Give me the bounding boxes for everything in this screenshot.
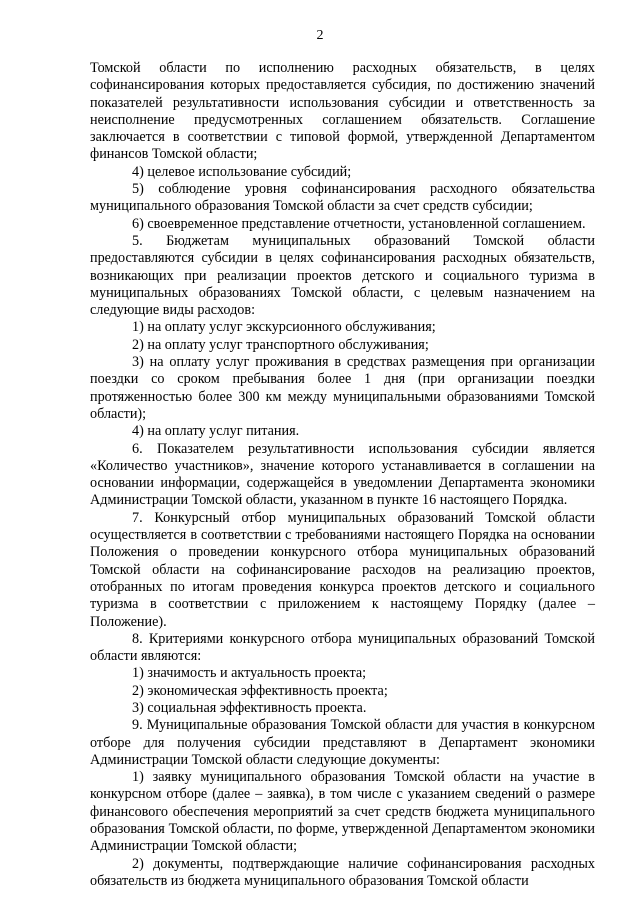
paragraph-1: Томской области по исполнению расходных обязательств, в целях софинансирования которых предоставляется субсидия, по достижению значений показателей результативности использования субсидии и ответственность за неисполнение предусмотренных соглашением обязательств. Соглашение заключается в соответствии с типовой формой, утвержденной Департаментом финансов Томской области; [90, 60, 595, 163]
paragraph-11: 7. Конкурсный отбор муниципальных образований Томской области осуществляется в соответствии с требованиями настоящего Порядка на основании Положения о проведении конкурсного отбора муниципальных образований Томской области на софинансирование расходов на реализацию проектов, отобранных по итогам проведения конкурса проектов детского и социального туризма в соответствии с приложением к настоящему Порядку (далее – Положение). [90, 509, 595, 630]
paragraph-10: 6. Показателем результативности использования субсидии является «Количество участников», значение которого устанавливается в соглашении на основании информации, содержащейся в уведомлении Департамента экономики Администрации Томской области, указанном в пункте 16 настоящего Порядка. [90, 440, 595, 509]
paragraph-5: 5. Бюджетам муниципальных образований Томской области предоставляются субсидии в целях софинансирования расходных обязательств, возникающих при реализации проектов детского и социального туризма в муниципальных образованиях Томской области, с целевым назначением на следующие виды расходов: [90, 232, 595, 319]
paragraph-3: 5) соблюдение уровня софинансирования расходного обязательства муниципального образования Томской области за счет средств субсидии; [90, 181, 595, 215]
paragraph-17: 1) заявку муниципального образования Томской области на участие в конкурсном отборе (далее – заявка), в том числе с указанием сведений о размере финансового обеспечения мероприятий за счет средств бюджета муниципального образования Томской области, по форме, утвержденной Департаментом экономики Администрации Томской области; [90, 769, 595, 855]
paragraph-7: 2) на оплату услуг транспортного обслуживания; [132, 336, 429, 353]
paragraph-9: 4) на оплату услуг питания. [132, 423, 300, 440]
paragraph-4: 6) своевременное представление отчетности, установленной соглашением. [132, 215, 586, 232]
paragraph-18: 2) документы, подтверждающие наличие софинансирования расходных обязательств из бюджета муниципального образования Томской области [90, 855, 595, 889]
paragraph-13: 1) значимость и актуальность проекта; [132, 665, 367, 682]
page-number: 2 [316, 28, 324, 43]
paragraph-6: 1) на оплату услуг экскурсионного обслуживания; [132, 319, 436, 336]
paragraph-12: 8. Критериями конкурсного отбора муниципальных образований Томской области являются: [90, 630, 595, 665]
paragraph-16: 9. Муниципальные образования Томской области для участия в конкурсном отборе для получения субсидии представляют в Департамент экономики Администрации Томской области следующие документы: [90, 717, 595, 768]
paragraph-14: 2) экономическая эффективность проекта; [132, 682, 388, 699]
paragraph-2: 4) целевое использование субсидий; [132, 163, 352, 180]
document-body [90, 60, 595, 890]
paragraph-8: 3) на оплату услуг проживания в средствах размещения при организации поездки со сроком пребывания более 1 дня (при организации поездки протяженностью более 300 км между муниципальными образованиями Томской области); [90, 354, 595, 422]
paragraph-15: 3) социальная эффективность проекта. [132, 699, 367, 716]
